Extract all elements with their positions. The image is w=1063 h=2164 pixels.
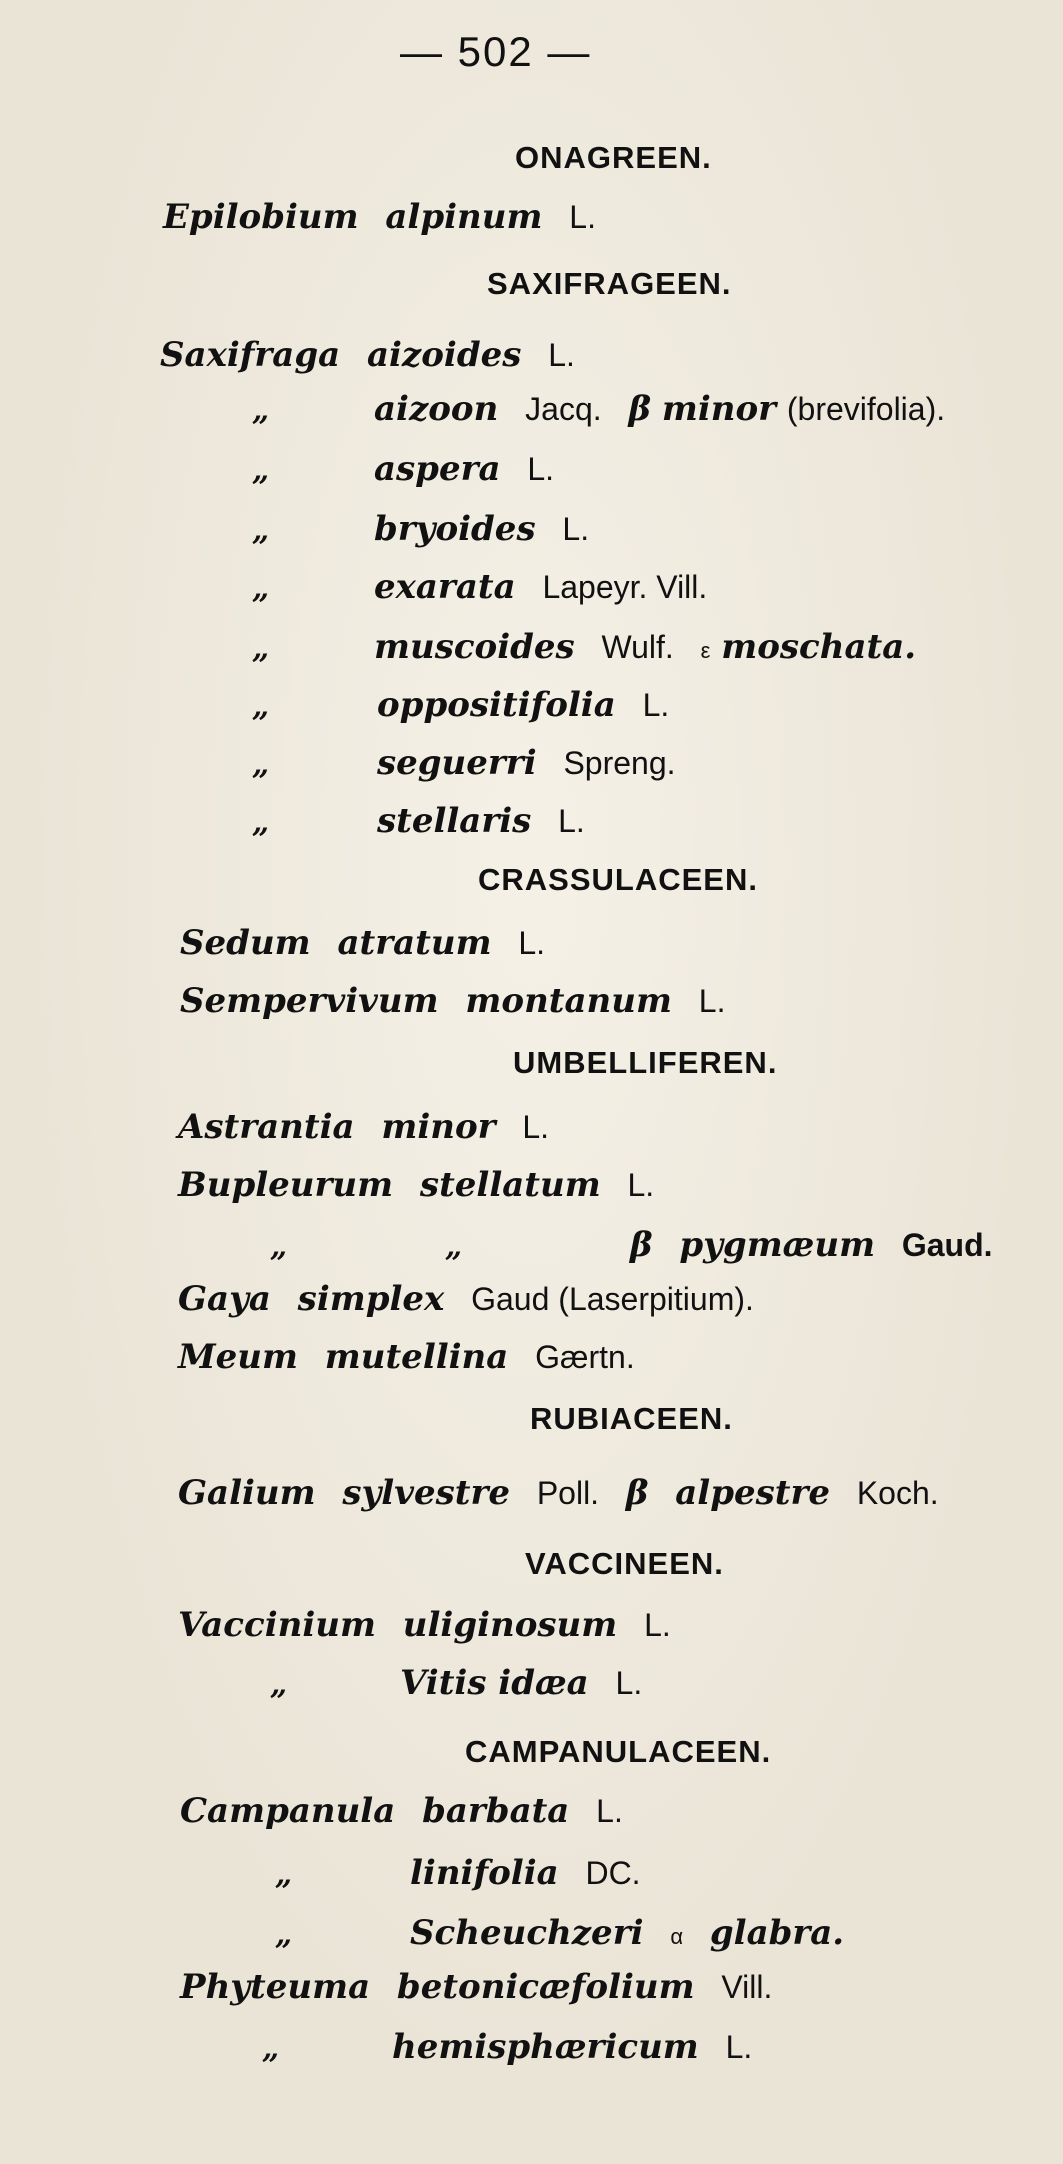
- ditto-mark: „: [252, 631, 270, 666]
- author: Spreng.: [563, 745, 676, 781]
- variety: alpestre: [675, 1473, 831, 1513]
- species: Vitis idæa: [400, 1663, 589, 1703]
- entry-muscoides-ditto: [252, 630, 269, 664]
- species: simplex: [297, 1279, 445, 1319]
- entry-bupleurum-stellatum: [178, 1165, 655, 1205]
- variety-symbol: α: [670, 1924, 684, 1949]
- entry-stellaris-ditto: [252, 804, 269, 838]
- ditto-mark: „: [252, 453, 270, 488]
- species: Scheuchzeri: [410, 1913, 644, 1953]
- author: Koch.: [856, 1475, 939, 1511]
- entry-meum-mutellina: [178, 1337, 635, 1377]
- genus: Phyteuma: [180, 1967, 371, 2007]
- genus: Saxifraga: [160, 335, 341, 375]
- genus: Gaya: [178, 1279, 271, 1319]
- entry-epilobium-alpinum: [163, 197, 596, 237]
- author: Jacq.: [525, 391, 602, 427]
- ditto-mark: „: [270, 1229, 288, 1264]
- ditto-mark: „: [275, 1917, 293, 1952]
- ditto-mark: „: [252, 513, 270, 548]
- author: Wulf.: [601, 629, 674, 665]
- species: atratum: [337, 923, 492, 963]
- variety: pygmæum: [679, 1225, 876, 1265]
- ditto-mark: „: [252, 747, 270, 782]
- species: muscoides: [374, 627, 575, 667]
- entry-campanula-barbata: [180, 1791, 623, 1831]
- species: oppositifolia: [377, 685, 616, 725]
- author: Gaud (Laserpitium).: [471, 1281, 754, 1317]
- species: sylvestre: [342, 1473, 510, 1513]
- ditto-mark: „: [252, 689, 270, 724]
- species: uliginosum: [402, 1605, 618, 1645]
- entry-linifolia: [410, 1853, 641, 1893]
- genus: Campanula: [180, 1791, 396, 1831]
- author: L.: [518, 925, 546, 961]
- ditto-mark: „: [275, 1857, 293, 1892]
- genus: Bupleurum: [178, 1165, 394, 1205]
- family-heading-umbelliferen: UMBELLIFEREN.: [513, 1045, 778, 1080]
- variety-symbol: ε: [700, 638, 711, 663]
- entry-aspera: [374, 449, 555, 489]
- entry-exarata: [374, 567, 708, 607]
- entry-stellaris: [377, 801, 585, 841]
- entry-scheuchzeri-ditto: [275, 1916, 292, 1950]
- entry-vitis-idaea: [400, 1663, 643, 1703]
- genus: Sempervivum: [180, 981, 439, 1021]
- variety-symbol: β: [630, 1225, 653, 1265]
- family-heading-campanulaceen: CAMPANULACEEN.: [465, 1734, 772, 1769]
- species: hemisphæricum: [392, 2027, 699, 2067]
- entry-saxifraga-aizoides: [160, 335, 575, 375]
- author: Lapeyr. Vill.: [542, 569, 708, 605]
- author: Gærtn.: [535, 1339, 635, 1375]
- family-heading-rubiaceen: RUBIACEEN.: [530, 1401, 733, 1436]
- species: aspera: [374, 449, 501, 489]
- genus: Epilobium: [163, 197, 359, 237]
- entry-hemisphaericum: [392, 2027, 753, 2067]
- entry-sedum-atratum: [180, 923, 546, 963]
- species: minor: [381, 1107, 496, 1147]
- author: L.: [522, 1109, 550, 1145]
- entry-galium-sylvestre: [178, 1473, 939, 1513]
- genus: Galium: [178, 1473, 316, 1513]
- family-heading-crassulaceen: CRASSULACEEN.: [478, 862, 758, 897]
- ditto-mark: „: [270, 1667, 288, 1702]
- ditto-mark: „: [252, 805, 270, 840]
- author: L.: [596, 1793, 623, 1829]
- entry-bupleurum-ditto-2: [445, 1228, 462, 1262]
- author: L.: [558, 803, 585, 839]
- author: Vill.: [721, 1969, 773, 2005]
- species: aizoides: [366, 335, 522, 375]
- species: aizoon: [374, 389, 499, 429]
- genus: Vaccinium: [178, 1605, 376, 1645]
- author: L.: [615, 1665, 643, 1701]
- entry-astrantia-minor: [178, 1107, 550, 1147]
- entry-bryoides-ditto: [252, 512, 269, 546]
- note: (brevifolia).: [786, 391, 946, 427]
- ditto-mark: „: [262, 2031, 280, 2066]
- species: barbata: [422, 1791, 570, 1831]
- family-heading-saxifrageen: SAXIFRAGEEN.: [487, 266, 732, 301]
- author: L.: [548, 337, 575, 373]
- entry-muscoides: [374, 627, 917, 667]
- genus: Sedum: [180, 923, 311, 963]
- author: L.: [725, 2029, 753, 2065]
- ditto-mark: „: [252, 571, 270, 606]
- species: alpinum: [385, 197, 543, 237]
- species: stellatum: [419, 1165, 601, 1205]
- entry-seguerri: [377, 743, 676, 783]
- author: DC.: [585, 1855, 641, 1891]
- species: stellaris: [377, 801, 532, 841]
- author: L.: [698, 983, 726, 1019]
- ditto-mark: „: [445, 1229, 463, 1264]
- author: L.: [644, 1607, 671, 1643]
- species: mutellina: [324, 1337, 509, 1377]
- variety: minor: [661, 389, 777, 429]
- species: betonicæfolium: [396, 1967, 695, 2007]
- entry-sempervivum-montanum: [180, 981, 726, 1021]
- entry-linifolia-ditto: [275, 1856, 292, 1890]
- author: L.: [642, 687, 670, 723]
- entry-phyteuma-betonicaefolium: [180, 1967, 773, 2007]
- entry-seguerri-ditto: [252, 746, 269, 780]
- variety: glabra.: [709, 1913, 845, 1953]
- genus: Astrantia: [178, 1107, 355, 1147]
- author: L.: [569, 199, 596, 235]
- entry-exarata-ditto: [252, 570, 269, 604]
- page-number: — 502 —: [400, 28, 592, 75]
- entry-gaya-simplex: [178, 1279, 754, 1319]
- entry-scheuchzeri: [410, 1913, 845, 1953]
- author: Gaud.: [901, 1227, 993, 1263]
- species: bryoides: [374, 509, 536, 549]
- author: Poll.: [536, 1475, 600, 1511]
- variety: moschata.: [721, 627, 917, 667]
- entry-vaccinium-uliginosum: [178, 1605, 671, 1645]
- species: exarata: [374, 567, 516, 607]
- variety-symbol: β: [628, 389, 652, 429]
- ditto-mark: „: [252, 393, 270, 428]
- entry-oppositifolia-ditto: [252, 688, 269, 722]
- entry-aspera-ditto: [252, 452, 269, 486]
- entry-bupleurum-ditto-1: [270, 1228, 287, 1262]
- species: linifolia: [410, 1853, 559, 1893]
- species: montanum: [465, 981, 672, 1021]
- entry-oppositifolia: [377, 685, 670, 725]
- species: seguerri: [377, 743, 537, 783]
- entry-bryoides: [374, 509, 590, 549]
- family-heading-vaccineen: VACCINEEN.: [525, 1546, 724, 1581]
- author: L.: [562, 511, 590, 547]
- variety-symbol: β: [625, 1473, 649, 1513]
- author: L.: [627, 1167, 655, 1203]
- entry-vitis-idaea-ditto: [270, 1666, 287, 1700]
- entry-aizoon: [252, 392, 269, 426]
- entry-bupleurum-pygmaeum: [630, 1225, 993, 1265]
- entry-aizoon-text: [374, 389, 946, 429]
- author: L.: [527, 451, 555, 487]
- family-heading-onagreen: ONAGREEN.: [515, 140, 712, 175]
- genus: Meum: [178, 1337, 298, 1377]
- entry-hemisphaericum-ditto: [262, 2030, 279, 2064]
